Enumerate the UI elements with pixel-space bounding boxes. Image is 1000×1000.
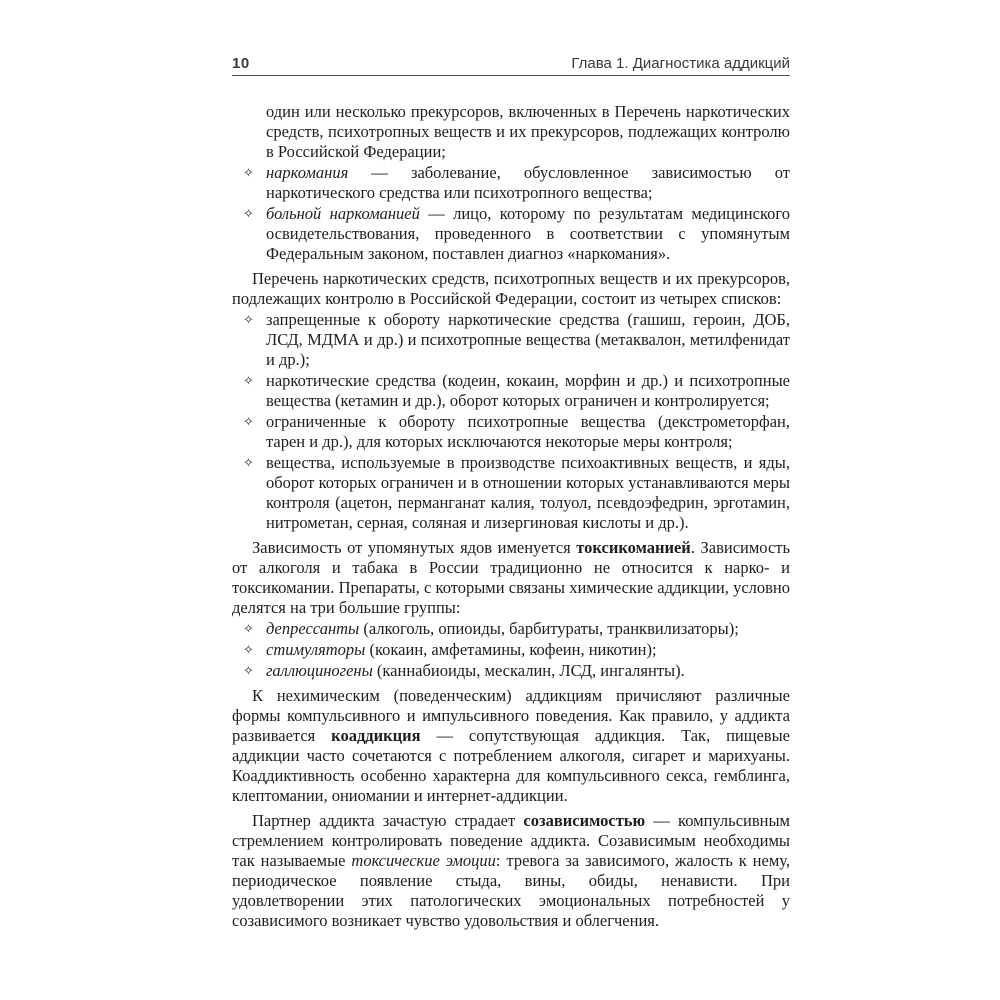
text-run: наркомания [266,163,349,182]
text-run: (алкоголь, опиоиды, барбитураты, транквилизаторы); [359,619,739,638]
text-run: Перечень наркотических средств, психотропных веществ и их прекурсоров, подлежащих контролю в Российской Федерации, состоит из четырех списков: [232,269,790,308]
text-run: запрещенные к обороту наркотические средства (гашиш, героин, ДОБ, ЛСД, МДМА и др.) и психотропные вещества (метаквалон, метилфенидат и др.); [266,310,790,369]
text-run: галлюциногены [266,661,373,680]
bullet-diamond-icon: ✧ [243,621,254,637]
bullet-item [232,204,790,264]
bullet-diamond-icon: ✧ [243,455,254,471]
paragraph [232,811,790,931]
bullet-diamond-icon: ✧ [243,373,254,389]
text-run: один или несколько прекурсоров, включенных в Перечень наркотических средств, психотропных веществ и их прекурсоров, подлежащих контролю в Российской Федерации; [266,102,790,161]
book-page [232,55,790,931]
bullet-diamond-icon: ✧ [243,165,254,181]
text-run: — сопутствующая аддикция. Так, пищевые аддикции часто сочетаются с потреблением алкоголя, сигарет и марихуаны. Коаддиктивность особенно характерна для компульсивного секса, гемблинга, клептомании, ониомании и интернет-аддикции. [232,726,790,805]
page-number: 10 [232,55,250,72]
text-run: депрессанты [266,619,360,638]
text-run: К нехимическим (поведенческим) аддикциям причисляют различные формы компульсивного и импульсивного поведения. Как правило, у аддикта развивается [232,686,790,745]
text-run: стимуляторы [266,640,366,659]
bullet-diamond-icon: ✧ [243,206,254,222]
bullet-item [232,661,790,681]
bullet-diamond-icon: ✧ [243,414,254,430]
text-run: Партнер аддикта зачастую страдает [252,811,524,830]
chapter-title: Глава 1. Диагностика аддикций [571,55,790,72]
text-column [232,102,790,931]
bullet-item [232,371,790,411]
bullet-item [232,412,790,452]
paragraph [232,538,790,618]
bullet-item [232,310,790,370]
text-run: (каннабиоиды, мескалин, ЛСД, ингалянты). [372,661,685,680]
text-run: — компульсивным стремлением контролировать поведение аддикта. Созависимым необходимы так называемые [232,811,790,870]
text-run: созависимостью [523,811,646,830]
text-run: : тревога за зависимого, жалость к нему, периодическое появление стыда, вины, обиды, ненависти. При удовлетворении этих патологических эмоциональных потребностей у созависимого возникает чувство удовольствия и облегчения. [232,851,790,930]
text-run: больной наркоманией [266,204,420,223]
continuation-text [232,102,790,162]
text-run: — лицо, которому по результатам медицинского освидетельствования, проведенного в соответствии с упомянутым Федеральным законом, поставлен диагноз «наркомания». [266,204,791,263]
running-header [232,55,790,76]
paragraph [232,686,790,806]
text-run: — заболевание, обусловленное зависимостью от наркотического средства или психотропного вещества; [266,163,790,202]
bullet-item [232,619,790,639]
bullet-item [232,640,790,660]
bullet-diamond-icon: ✧ [243,642,254,658]
text-run: вещества, используемые в производстве психоактивных веществ, и яды, оборот которых ограничен и в отношении которых устанавливаются меры контроля (ацетон, перманганат калия, толуол, псевдоэфедрин, эрготамин, нитрометан, серная, соляная и лизергиновая кислоты и др.). [266,453,790,532]
text-run: токсикоманией [576,538,691,557]
text-run: токсические эмоции [351,851,496,870]
bullet-item [232,163,790,203]
text-run: . Зависимость от алкоголя и табака в России традиционно не относится к нарко- и токсикомании. Препараты, с которыми связаны химические аддикции, условно делятся на три большие группы: [232,538,791,617]
bullet-diamond-icon: ✧ [243,312,254,328]
paragraph [232,269,790,309]
text-run: Зависимость от упомянутых ядов именуется [252,538,577,557]
text-run: (кокаин, амфетамины, кофеин, никотин); [365,640,657,659]
bullet-item [232,453,790,533]
text-run: наркотические средства (кодеин, кокаин, морфин и др.) и психотропные вещества (кетамин и др.), оборот которых ограничен и контролируется; [266,371,790,410]
text-run: ограниченные к обороту психотропные вещества (декстрометорфан, тарен и др.), для которых исключаются некоторые меры контроля; [266,412,790,451]
text-run: коаддикция [331,726,421,745]
bullet-diamond-icon: ✧ [243,663,254,679]
